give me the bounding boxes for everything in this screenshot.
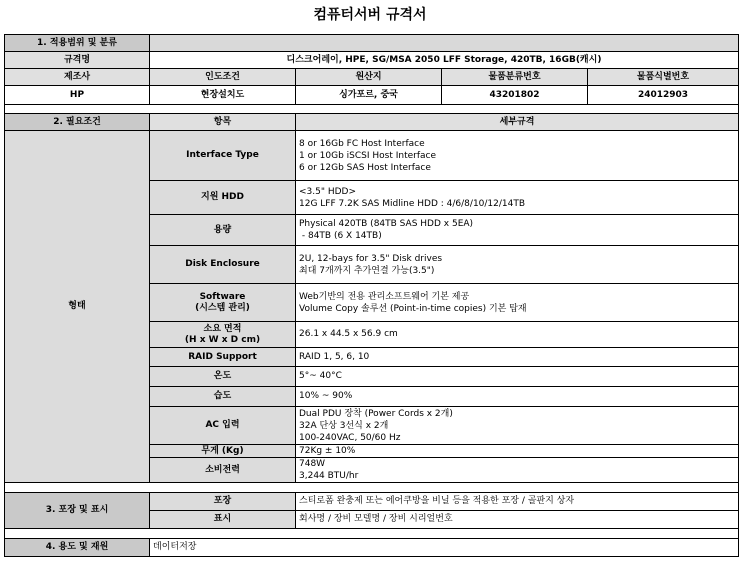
spec-item: 무게 (Kg)	[150, 445, 296, 458]
spec-detail: 26.1 x 44.5 x 56.9 cm	[296, 322, 739, 348]
spec-detail-line: 8 or 16Gb FC Host Interface	[299, 138, 425, 149]
spec-detail	[296, 284, 739, 322]
section4-label: 4. 용도 및 재원	[5, 539, 150, 557]
spec-detail-line: 1 or 10Gb iSCSI Host Interface	[299, 150, 437, 161]
section1-label: 1. 적용범위 및 분류	[5, 35, 150, 52]
spec-detail: 72Kg ± 10%	[296, 445, 739, 458]
spec-item: 온도	[150, 367, 296, 387]
packaging-item: 포장	[150, 493, 296, 511]
spec-detail	[296, 458, 739, 483]
spec-detail	[296, 215, 739, 246]
spec-item: Disk Enclosure	[150, 246, 296, 284]
usage-detail: 데이터저장	[150, 539, 739, 557]
spec-item: 습도	[150, 387, 296, 407]
spacer-row	[5, 529, 739, 539]
manufacturer-value: HP	[5, 86, 150, 105]
section1-header-row	[5, 35, 739, 52]
spacer-row	[5, 483, 739, 493]
id-number-header: 물품식별번호	[588, 69, 739, 86]
spec-detail-line: <3.5" HDD>	[299, 186, 357, 197]
delivery-header: 인도조건	[150, 69, 296, 86]
spec-detail-line: Volume Copy 솔루션 (Point-in-time copies) 기본 탑재	[299, 303, 527, 314]
spec-item: 지원 HDD	[150, 181, 296, 215]
section2-header-row	[5, 114, 739, 131]
spec-detail-line: 최대 7개까지 추가연결 가능(3.5")	[299, 265, 435, 276]
spec-detail-line: 12G LFF 7.2K SAS Midline HDD : 4/6/8/10/12/14TB	[299, 198, 526, 209]
detail-column-header: 세부규격	[296, 114, 739, 131]
spec-detail	[296, 181, 739, 215]
spec-detail	[296, 131, 739, 181]
marking-item: 표시	[150, 511, 296, 529]
packaging-row	[5, 493, 739, 511]
marking-detail: 회사명 / 장비 모델명 / 장비 시리얼번호	[296, 511, 739, 529]
spec-item: RAID Support	[150, 348, 296, 367]
class-number-value: 43201802	[442, 86, 588, 105]
spacer-row	[5, 105, 739, 114]
spec-detail: RAID 1, 5, 6, 10	[296, 348, 739, 367]
spec-detail-line: 100-240VAC, 50/60 Hz	[299, 432, 401, 443]
spec-detail-line: 3,244 BTU/hr	[299, 471, 359, 481]
spec-name-label: 규격명	[5, 52, 150, 69]
spec-detail-line: 748W	[299, 459, 326, 469]
spec-detail	[296, 246, 739, 284]
manufacturer-header: 제조사	[5, 69, 150, 86]
spec-detail-line: 6 or 12Gb SAS Host Interface	[299, 162, 431, 173]
spec-detail	[296, 407, 739, 445]
spec-item: AC 입력	[150, 407, 296, 445]
spec-detail-line: Web기반의 전용 관리소프트웨어 기본 제공	[299, 291, 470, 302]
spec-item: 소비전력	[150, 458, 296, 483]
origin-value: 싱가포르, 중국	[296, 86, 442, 105]
document-title: 컴퓨터서버 규격서	[313, 7, 427, 23]
spec-name-row	[5, 52, 739, 69]
spec-detail: 10% ~ 90%	[296, 387, 739, 407]
classification-header-row	[5, 69, 739, 86]
section2-label: 2. 필요조건	[5, 114, 150, 131]
usage-row	[5, 539, 739, 557]
packaging-detail: 스티로폼 완충제 또는 에어쿠방을 비닐 등을 적용한 포장 / 골판지 상자	[296, 493, 739, 511]
form-label: 형태	[5, 131, 150, 483]
origin-header: 원산지	[296, 69, 442, 86]
spec-detail-line: - 84TB (6 X 14TB)	[299, 231, 382, 241]
spec-name-value: 디스크어레이, HPE, SG/MSA 2050 LFF Storage, 420TB, 16GB(캐시)	[150, 52, 739, 69]
spec-table	[4, 34, 739, 557]
spec-detail: 5°~ 40°C	[296, 367, 739, 387]
spec-row	[5, 131, 739, 181]
class-number-header: 물품분류번호	[442, 69, 588, 86]
spec-item: Software (시스템 관리)	[150, 284, 296, 322]
spec-detail-line: 2U, 12-bays for 3.5" Disk drives	[299, 253, 443, 264]
spec-item: 소요 면적 (H x W x D cm)	[150, 322, 296, 348]
item-column-header: 항목	[150, 114, 296, 131]
spec-detail-line: 32A 단상 3선식 x 2개	[299, 420, 389, 431]
id-number-value: 24012903	[588, 86, 739, 105]
delivery-value: 현장설치도	[150, 86, 296, 105]
spec-item: 용량	[150, 215, 296, 246]
spec-detail-line: Dual PDU 장착 (Power Cords x 2개)	[299, 408, 453, 419]
section3-label: 3. 포장 및 표시	[5, 493, 150, 529]
spec-detail-line: Physical 420TB (84TB SAS HDD x 5EA)	[299, 219, 474, 229]
classification-value-row	[5, 86, 739, 105]
spec-item: Interface Type	[150, 131, 296, 181]
